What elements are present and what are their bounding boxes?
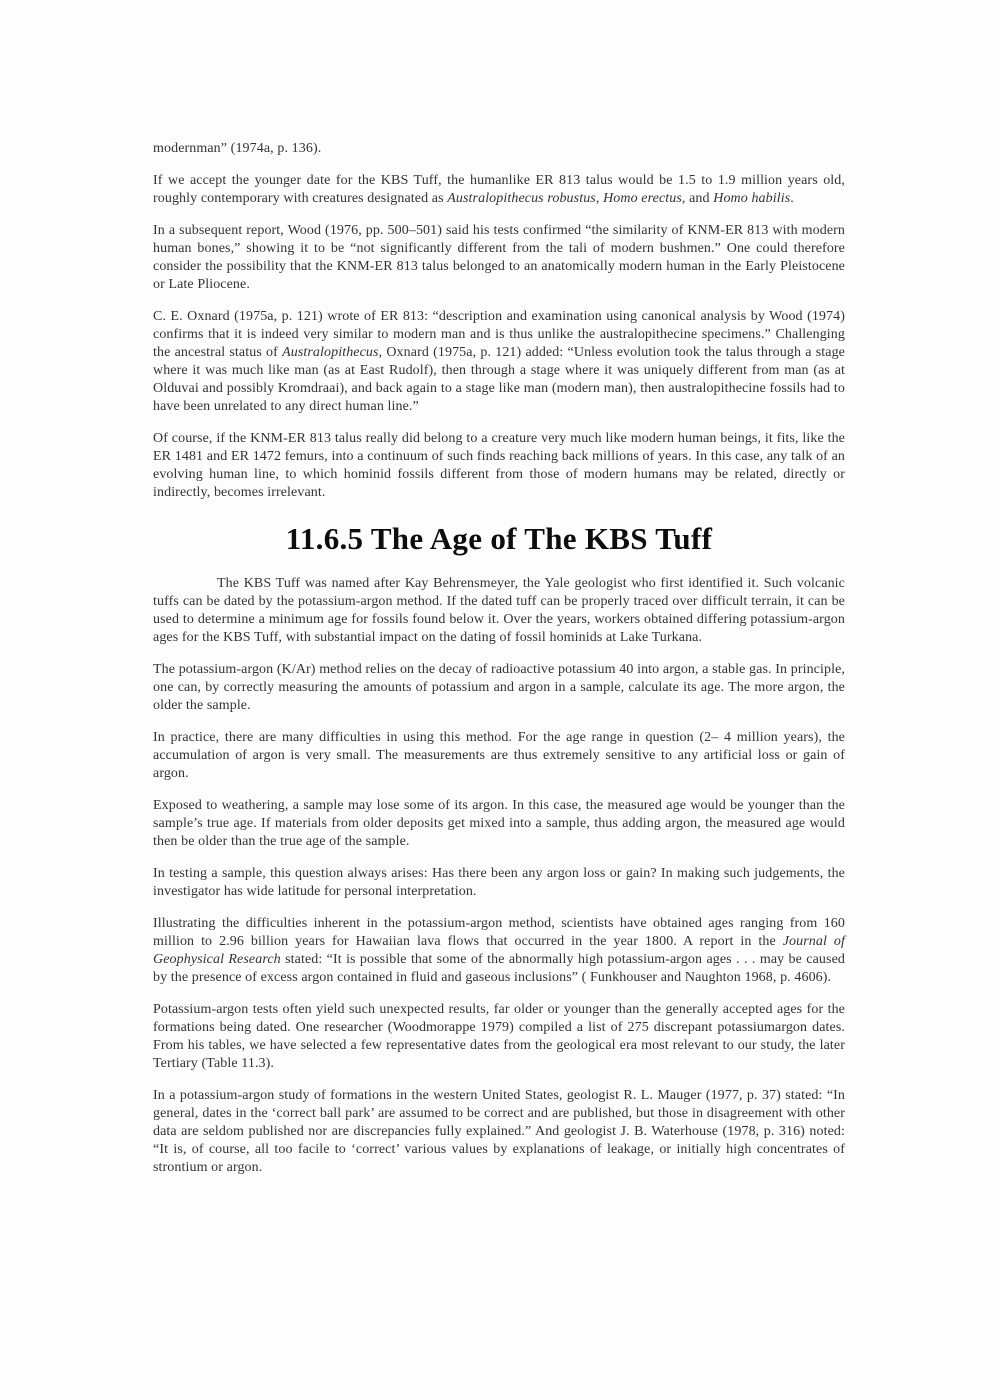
paragraphs-after-heading xyxy=(153,575,845,1177)
text-run: stated: “It is possible that some of the abnormally high potassium-argon ages . . . may be caused by the presence of excess argon contained in fluid and gaseous inclusions” ( Funkhouser and Naughton 1968, p. 4606). xyxy=(153,952,845,985)
italic-text-run: Australopithecus xyxy=(282,345,379,360)
paragraph xyxy=(153,661,845,715)
text-run: In a subsequent report, Wood (1976, pp. 500–501) said his tests confirmed “the similarity of KNM-ER 813 with modern human bones,” showing it to be “not significantly different from the tali of modern bushmen.” One could therefore consider the possibility that the KNM-ER 813 talus belonged to an anatomically modern human in the Early Pleistocene or Late Pliocene. xyxy=(153,223,845,292)
italic-text-run: Homo erectus xyxy=(603,191,682,206)
paragraph xyxy=(153,140,845,158)
text-run: C. E. Oxnard (1975a, p. 121) wrote of ER 813: “description and examination using canonical analysis by Wood (1974) confirms that it is indeed very similar to modern man and is thus unlike the australopithecine specimens.” Challenging the ancestral status of xyxy=(153,309,845,360)
paragraph xyxy=(153,172,845,208)
paragraph xyxy=(153,1087,845,1177)
paragraph xyxy=(153,222,845,294)
italic-text-run: Homo habilis xyxy=(713,191,791,206)
paragraph xyxy=(153,729,845,783)
text-run: Potassium-argon tests often yield such unexpected results, far older or younger than the generally accepted ages for the formations being dated. One researcher (Woodmorappe 1979) compiled a list of 275 discrepant potassiumargon dates. From his tables, we have selected a few representative dates from the geological era most relevant to our study, the later Tertiary (Table 11.3). xyxy=(153,1002,845,1071)
text-run: modernman” (1974a, p. 136). xyxy=(153,141,322,156)
italic-text-run: Journal of Geophysical Research xyxy=(153,934,845,967)
text-run: , Oxnard (1975a, p. 121) added: “Unless evolution took the talus through a stage where it was much like man (as at East Rudolf), then through a stage where it was uniquely different from man (as at Olduvai and possibly Kromdraai), and back again to a stage like man (modern man), then australopithecine fossils had to have been unrelated to any direct human line.” xyxy=(153,345,846,414)
paragraph xyxy=(153,865,845,901)
paragraph xyxy=(153,430,845,502)
text-run: Of course, if the KNM-ER 813 talus really did belong to a creature very much like modern human beings, it fits, like the ER 1481 and ER 1472 femurs, into a continuum of such finds reaching back millions of years. In this case, any talk of an evolving human line, to which hominid fossils different from those of modern humans may be related, directly or indirectly, becomes irrelevant. xyxy=(153,431,845,500)
text-run: Illustrating the difficulties inherent in the potassium-argon method, scientists have obtained ages ranging from 160 million to 2.96 billion years for Hawaiian lava flows that occurred in the year 1800. A report in the xyxy=(153,916,845,949)
paragraph xyxy=(153,575,845,647)
text-run: If we accept the younger date for the KBS Tuff, the humanlike ER 813 talus would be 1.5 to 1.9 million years old, roughly contemporary with creatures designated as xyxy=(153,173,845,206)
text-run: , xyxy=(595,191,604,206)
text-run: In practice, there are many difficulties in using this method. For the age range in question (2– 4 million years), the accumulation of argon is very small. The measurements are thus extremely sensitive to any artificial loss or gain of argon. xyxy=(153,730,845,781)
paragraphs-before-heading xyxy=(153,140,845,502)
paragraph xyxy=(153,915,845,987)
italic-text-run: Australopithecus robustus xyxy=(447,191,596,206)
section-heading: 11.6.5 The Age of The KBS Tuff xyxy=(285,521,713,556)
text-run: , and xyxy=(681,191,714,206)
text-run: The potassium-argon (K/Ar) method relies on the decay of radioactive potassium 40 into argon, a stable gas. In principle, one can, by correctly measuring the amounts of potassium and argon in a sample, calculate its age. The more argon, the older the sample. xyxy=(153,662,845,713)
text-run: In testing a sample, this question always arises: Has there been any argon loss or gain? In making such judgements, the investigator has wide latitude for personal interpretation. xyxy=(153,866,845,899)
paragraph xyxy=(153,1001,845,1073)
text-run: The KBS Tuff was named after Kay Behrensmeyer, the Yale geologist who first identified it. Such volcanic tuffs can be dated by the potassium-argon method. If the dated tuff can be properly traced over difficult terrain, it can be used to determine a minimum age for fossils found below it. Over the years, workers obtained differing potassium-argon ages for the KBS Tuff, with substantial impact on the dating of fossil hominids at Lake Turkana. xyxy=(153,576,845,645)
paragraph xyxy=(153,308,845,416)
paragraph xyxy=(153,797,845,851)
text-run: In a potassium-argon study of formations in the western United States, geologist R. L. Mauger (1977, p. 37) stated: “In general, dates in the ‘correct ball park’ are assumed to be correct and are published, but those in disagreement with other data are seldom published nor are discrepancies fully explained.” And geologist J. B. Waterhouse (1978, p. 316) noted: “It is, of course, all too facile to ‘correct’ various values by explanations of leakage, or initially high concentrates of strontium or argon. xyxy=(153,1088,845,1175)
text-run: Exposed to weathering, a sample may lose some of its argon. In this case, the measured age would be younger than the sample’s true age. If materials from older deposits get mixed into a sample, thus adding argon, the measured age would then be older than the true age of the sample. xyxy=(153,798,845,849)
text-run: . xyxy=(790,191,794,206)
